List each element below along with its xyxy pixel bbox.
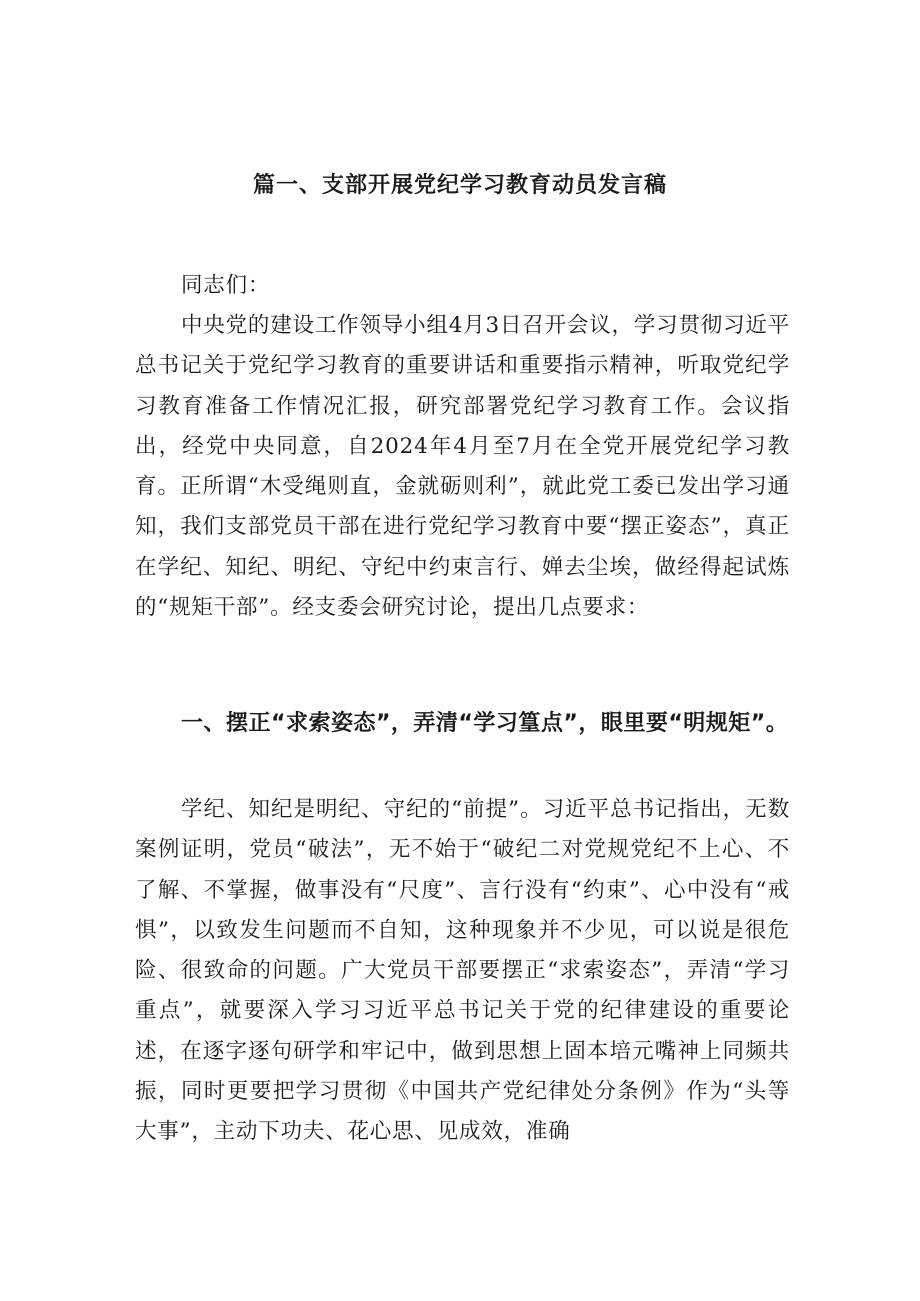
paragraph-1: 中央党的建设工作领导小组4月3日召开会议，学习贯彻习近平总书记关于党纪学习教育的重要讲话和重要指示精神，听取党纪学习教育准备工作情况汇报，研究部署党纪学习教育工作。会议指出，经党中央同意，自2024年4月至7月在全党开展党纪学习教育。正所谓“木受绳则直，金就砺则利”，就此党工委已发出学习通知，我们支部党员干部在进行党纪学习教育中要“摆正姿态”，真正在学纪、知纪、明纪、守纪中约束言行、婵去尘埃，做经得起试炼的“规矩干部”。经支委会研究讨论，提出几点要求： [135,313,790,621]
salutation: 同志们： [181,273,271,298]
paragraph-2: 学纪、知纪是明纪、守纪的“前提”。习近平总书记指出，无数案例证明，党员“破法”，无不始于“破纪二对党规党纪不上心、不了解、不掌握，做事没有“尺度”、言行没有“约束”、心中没有“戒惧”，以致发生问题而不自知，这种现象并不少见，可以说是很危险、很致命的问题。广大党员干部要摆正“求索姿态”，弄清“学习重点”，就要深入学习习近平总书记关于党的纪律建设的重要论述，在逐字逐句研学和牢记中，做到思想上固本培元嘴神上同频共振，同时更要把学习贯彻《中国共产党纪律处分条例》作为“头等大事”，主动下功夫、花心思、见成效，准确 [135,797,790,1145]
document-title: 篇一、支部开展党纪学习教育动员发言稿 [252,173,667,198]
section-heading-1: 一、摆正“求索姿态”，弄清“学习篁点”，眼里要“明规矩”。 [181,711,789,736]
